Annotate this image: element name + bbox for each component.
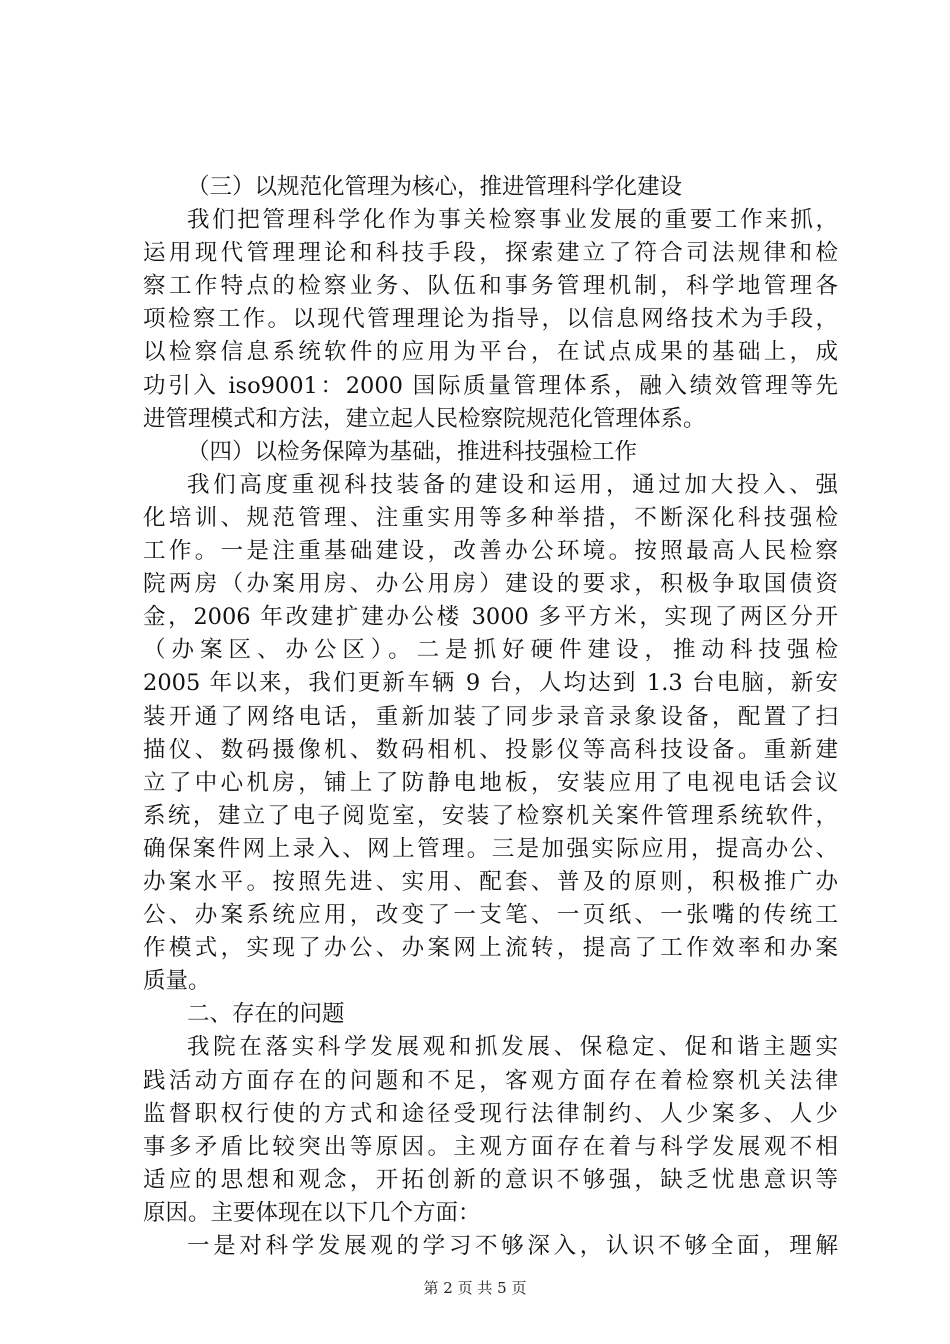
text-line: 运用现代管理理论和科技手段，探索建立了符合司法规律和检 — [143, 240, 838, 267]
text-line: 进管理模式和方法，建立起人民检察院规范化管理体系。 — [143, 405, 706, 432]
text-line: 描仪、数码摄像机、数码相机、投影仪等高科技设备。重新建 — [143, 736, 838, 763]
text-line: 系统，建立了电子阅览室，安装了检察机关案件管理系统软件， — [143, 802, 838, 829]
text-line: 察工作特点的检察业务、队伍和事务管理机制，科学地管理各 — [143, 273, 838, 300]
text-line: 立了中心机房，铺上了防静电地板，安装应用了电视电话会议 — [143, 769, 838, 796]
page-number-label: 第 2 页 共 5 页 — [423, 1279, 527, 1297]
text-line: （四）以检务保障为基础，推进科技强检工作 — [187, 438, 638, 465]
text-line: 一是对科学发展观的学习不够深入，认识不够全面，理解 — [187, 1233, 838, 1259]
text-line: （办案区、办公区）。二是抓好硬件建设，推动科技强检 — [143, 637, 838, 664]
text-line: （三）以规范化管理为核心，推进管理科学化建设 — [187, 174, 683, 200]
text-line: 我院在落实科学发展观和抓发展、保稳定、促和谐主题实 — [187, 1034, 838, 1061]
text-line: 装开通了网络电话，重新加装了同步录音录象设备，配置了扫 — [143, 703, 838, 730]
text-line: 我们高度重视科技装备的建设和运用，通过加大投入、强 — [187, 471, 838, 498]
text-line: 金，2006 年改建扩建办公楼 3000 多平方米，实现了两区分开 — [143, 604, 838, 631]
text-line: 化培训、规范管理、注重实用等多种举措，不断深化科技强检 — [143, 504, 838, 531]
text-line: 办案水平。按照先进、实用、配套、普及的原则，积极推广办 — [143, 868, 838, 895]
text-line: 功引入 iso9001：2000 国际质量管理体系，融入绩效管理等先 — [143, 372, 838, 399]
text-line: 以检察信息系统软件的应用为平台，在试点成果的基础上，成 — [143, 339, 838, 366]
text-line: 确保案件网上录入、网上管理。三是加强实际应用，提高办公、 — [143, 835, 838, 862]
text-line: 原因。主要体现在以下几个方面： — [143, 1199, 481, 1226]
text-line: 院两房（办案用房、办公用房）建设的要求，积极争取国债资 — [143, 571, 838, 598]
text-line: 公、办案系统应用，改变了一支笔、一页纸、一张嘴的传统工 — [143, 902, 838, 929]
text-line: 2005 年以来，我们更新车辆 9 台，人均达到 1.3 台电脑，新安 — [143, 670, 838, 697]
page-footer — [0, 1277, 950, 1298]
text-line: 践活动方面存在的问题和不足，客观方面存在着检察机关法律 — [143, 1067, 838, 1094]
text-line: 工作。一是注重基础建设，改善办公环境。按照最高人民检察 — [143, 538, 838, 565]
text-line: 项检察工作。以现代管理理论为指导，以信息网络技术为手段， — [143, 306, 838, 333]
text-line: 我们把管理科学化作为事关检察事业发展的重要工作来抓， — [187, 207, 838, 234]
text-line: 适应的思想和观念，开拓创新的意识不够强，缺乏忧患意识等 — [143, 1166, 838, 1193]
document-body — [143, 171, 838, 1263]
text-line: 事多矛盾比较突出等原因。主观方面存在着与科学发展观不相 — [143, 1133, 838, 1160]
text-line: 作模式，实现了办公、办案网上流转，提高了工作效率和办案 — [143, 935, 838, 962]
text-line: 质量。 — [143, 968, 211, 995]
text-line: 二、存在的问题 — [187, 1001, 345, 1028]
text-line: 监督职权行使的方式和途径受现行法律制约、人少案多、人少 — [143, 1100, 838, 1127]
